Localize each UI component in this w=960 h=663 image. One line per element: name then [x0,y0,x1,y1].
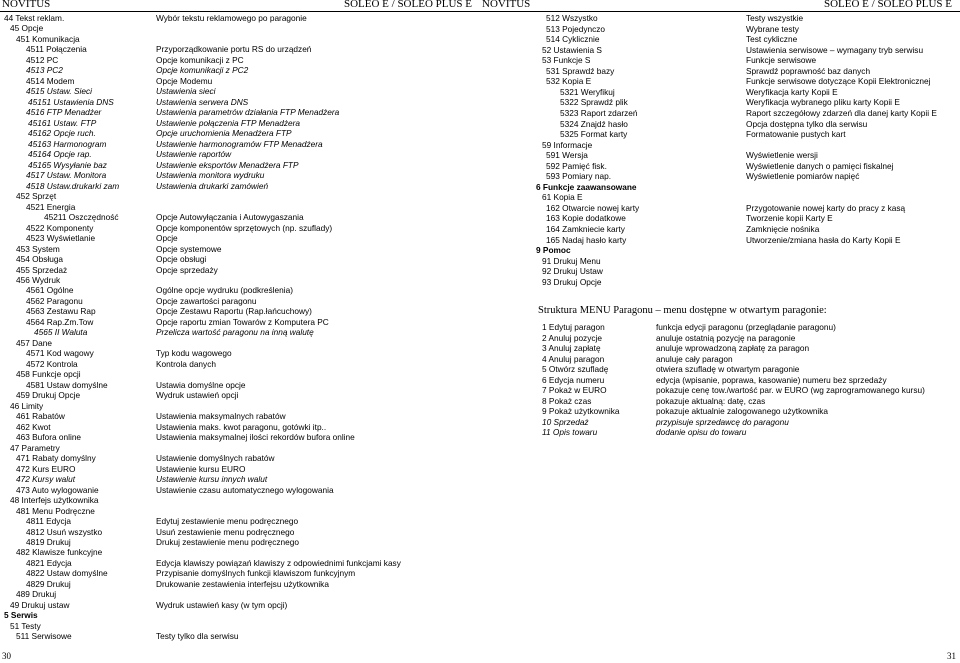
menu-item-label: 5 Otwórz szufladę [542,364,609,374]
menu-item-description: Ustawienie czasu automatycznego wylogowania [156,484,334,495]
menu-item-label: 7 Pokaż w EURO [542,385,607,395]
menu-item-label: 531 Sprawdź bazy [546,65,615,76]
menu-item-label: 514 Cyklicznie [546,34,600,45]
menu-item-label: 4522 Komponenty [26,222,94,233]
menu-item-description: Opcje komponentów sprzętowych (np. szuflady) [156,222,333,233]
menu-item-label: 3 Anuluj zapłatę [542,343,601,353]
menu-item-label: 45 Opcje [10,23,44,34]
right-page [480,0,960,663]
menu-item-label: 512 Wszystko [546,13,598,23]
menu-item-label: 4 Anuluj paragon [542,353,605,364]
menu-item-label: 51 Testy [10,620,41,631]
menu-item-description: Ustawienie kursu EURO [156,463,246,474]
page-header [480,0,960,12]
page-number-left: 30 [2,651,11,661]
menu-item-description: Edycja klawiszy powiązań klawiszy z odpowiednimi funkcjami kasy [156,557,401,568]
menu-item-label: 453 System [16,243,60,254]
menu-item-description: Drukuj zestawienie menu podręcznego [156,537,299,547]
menu-item-description: Przelicza wartość paragonu na inną walutę [156,327,314,338]
menu-item-description: Ustawienia monitora wydruku [156,170,265,181]
menu-item-label: 4515 Ustaw. Sieci [26,86,92,97]
menu-item-label: 46 Limity [10,400,44,411]
menu-item-description: Usuń zestawienie menu podręcznego [156,526,295,537]
menu-item-label: 45164 Opcje rap. [28,149,92,160]
menu-item-label: 458 Funkcje opcji [16,369,81,380]
menu-item-description: Funkcje serwisowe dotyczące Kopii Elektronicznej [746,76,931,87]
menu-item-label: 456 Wydruk [16,275,61,285]
menu-item-description: Opcje uruchomienia Menadżera FTP [156,128,292,139]
menu-item-label: 91 Drukuj Menu [542,255,601,266]
menu-item-label: 4518 Ustaw.drukarki zam [26,180,120,191]
menu-item-label: 6 Edycja numeru [542,374,605,385]
menu-item-label: 5 Serwis [4,610,38,621]
menu-item-label: 513 Pojedynczo [546,23,606,34]
header-brand: NOVITUS [2,0,51,10]
menu-item-label: 9 Pokaż użytkownika [542,406,620,416]
menu-item-description: Edytuj zestawienie menu podręcznego [156,516,299,527]
menu-item-label: 11 Opis towaru [542,427,598,437]
menu-item-label: 4514 Modem [26,75,75,86]
menu-item-description: Funkcje serwisowe [746,55,817,66]
menu-item-label: 4516 FTP Menadżer [26,107,102,118]
menu-item-description: Ustawienia sieci [156,86,216,97]
menu-item-label: 5321 Weryfikuj [560,86,615,97]
menu-item-label: 45163 Harmonogram [28,138,107,149]
menu-item-label: 162 Otwarcie nowej karty [546,202,640,213]
menu-item-description: Wybrane testy [746,23,799,34]
menu-item-description: Sprawdź poprawność baz danych [746,65,871,76]
menu-item-label: 93 Drukuj Opcje [542,276,602,287]
menu-item-label: 45151 Ustawienia DNS [28,96,114,107]
menu-item-description: funkcja edycji paragonu (przeglądanie paragonu) [656,322,836,332]
menu-item-description: Ustawienie eksportów Menadżera FTP [156,159,299,170]
menu-item-label: 5323 Raport zdarzeń [560,107,638,118]
menu-item-label: 49 Drukuj ustaw [10,599,70,610]
menu-item-label: 461 Rabatów [16,411,65,422]
menu-item-label: 10 Sprzedaż [542,416,589,427]
header-model: SOLEO E / SOLEO PLUS E [823,0,952,10]
menu-item-label: 4572 Kontrola [26,358,78,369]
menu-item-description: Ustawia domyślne opcje [156,379,246,390]
menu-item-description: pokazuje cenę tow./wartość par. w EURO (wg zaprogramowanego kursu) [656,385,925,395]
menu-item-description: dodanie opisu do towaru [656,427,747,437]
menu-item-description: Drukowanie zestawienia interfejsu użytkownika [156,578,329,589]
menu-item-description: pokazuje aktualnie zalogowanego użytkownika [656,406,829,416]
menu-item-description: Opcje sprzedaży [156,264,218,275]
menu-item-label: 6 Funkcje zaawansowane [536,181,637,192]
structure-title: Struktura MENU Paragonu – menu dostępne w otwartym paragonie: [538,305,827,316]
menu-item-label: 44 Tekst reklam. [4,13,65,23]
menu-item-description: Test cykliczne [746,34,798,45]
menu-item-description: Testy tylko dla serwisu [156,631,239,642]
menu-item-label: 45211 Oszczędność [44,212,119,223]
menu-item-description: Opcje [156,233,178,244]
menu-item-label: 45165 Wysyłanie baz [28,159,107,170]
header-brand: NOVITUS [482,0,531,10]
menu-item-label: 4571 Kod wagowy [26,348,94,359]
menu-item-label: 482 Klawisze funkcyjne [16,547,103,558]
page-number-right: 31 [947,651,956,661]
menu-item-label: 471 Rabaty domyślny [16,453,96,464]
menu-item-label: 4819 Drukuj [26,537,71,547]
menu-item-label: 532 Kopia E [546,76,592,87]
menu-item-label: 5322 Sprawdź plik [560,97,628,108]
menu-item-description: Przyporządkowanie portu RS do urządzeń [156,44,312,55]
menu-item-label: 4523 Wyświetlanie [26,233,96,244]
menu-item-label: 92 Drukuj Ustaw [542,266,603,277]
menu-item-label: 472 Kurs EURO [16,463,76,474]
menu-item-description: Opcja dostępna tylko dla serwisu [746,118,868,129]
menu-item-description: Opcje systemowe [156,243,222,254]
menu-item-description: Kontrola danych [156,358,216,369]
menu-item-label: 4821 Edycja [26,557,72,568]
menu-item-label: 164 Zamkniecie karty [546,224,625,234]
menu-item-label: 47 Parametry [10,442,60,453]
menu-item-label: 4564 Rap.Zm.Tow [26,316,94,327]
menu-item-label: 61 Kopia E [542,192,583,203]
menu-item-label: 454 Obsługa [16,254,64,265]
menu-item-description: Ustawienia maksymalnych rabatów [156,411,286,422]
menu-item-description: Ustawienia serwera DNS [156,96,249,107]
menu-item-label: 4563 Zestawu Rap [26,306,96,317]
menu-item-label: 4822 Ustaw domyślne [26,568,108,579]
menu-item-description: Wyświetlenie pomiarów napięć [746,171,860,182]
menu-item-label: 45162 Opcje ruch. [28,128,96,139]
menu-item-description: anuluje ostatnią pozycję na paragonie [656,332,796,343]
menu-item-description: Ustawienia serwisowe – wymagany tryb serwisu [746,44,924,55]
menu-item-description: anuluje cały paragon [656,353,733,364]
menu-item-label: 511 Serwisowe [16,631,72,642]
menu-item-description: Opcje komunikacji z PC [156,54,244,65]
menu-item-label: 45161 Ustaw. FTP [28,117,97,128]
menu-item-label: 459 Drukuj Opcje [16,390,81,401]
menu-item-label: 2 Anuluj pozycje [542,332,602,343]
menu-item-description: Tworzenie kopii Karty E [746,213,833,224]
menu-item-label: 481 Menu Podręczne [16,505,95,516]
menu-item-label: 4829 Drukuj [26,578,71,589]
menu-item-label: 472 Kursy walut [16,474,76,485]
menu-item-label: 4581 Ustaw domyślne [26,379,108,390]
menu-item-label: 4512 PC [26,54,59,65]
menu-item-description: pokazuje aktualną: datę, czas [656,395,766,406]
menu-item-description: Opcje Modemu [156,75,213,86]
menu-item-label: 4811 Edycja [26,516,72,527]
menu-item-label: 4511 Połączenia [26,44,87,55]
menu-item-description: przypisuje sprzedawcę do paragonu [656,416,789,427]
menu-item-description: anuluje wprowadzoną zapłatę za paragon [656,343,810,353]
menu-item-description: edycja (wpisanie, poprawa, kasowanie) numeru bez sprzedaży [656,374,887,385]
menu-item-description: Opcje obsługi [156,254,207,265]
menu-item-description: Wydruk ustawień opcji [156,390,239,401]
menu-item-description: Ustawienie kursu innych walut [156,474,268,485]
menu-item-description: Formatowanie pustych kart [746,129,846,140]
menu-item-label: 457 Dane [16,337,52,348]
menu-item-description: Wyświetlenie danych o pamięci fiskalnej [746,160,894,171]
menu-item-description: Testy wszystkie [746,13,804,23]
header-model: SOLEO E / SOLEO PLUS E [343,0,472,10]
menu-item-description: Raport szczegółowy zdarzeń dla danej karty Kopii E [746,107,937,118]
menu-item-description: Ustawienie domyślnych rabatów [156,453,275,464]
menu-item-label: 489 Drukuj [16,589,57,600]
menu-item-label: 4561 Ogólne [26,285,74,296]
menu-item-description: Ustawienie harmonogramów FTP Menadżera [156,138,323,149]
menu-item-description: Opcje zawartości paragonu [156,295,257,306]
menu-item-description: Ustawienie raportów [156,149,232,160]
menu-item-label: 4517 Ustaw. Monitora [26,170,107,181]
menu-item-description: Utworzenie/zmiana hasła do Karty Kopii E [746,234,901,245]
menu-item-label: 53 Funkcje S [542,55,591,66]
menu-item-label: 4812 Usuń wszystko [26,526,103,537]
menu-item-description: Wyświetlenie wersji [746,150,818,161]
menu-item-label: 4521 Energia [26,201,76,212]
menu-item-description: Zamknięcie nośnika [746,224,820,234]
menu-item-label: 165 Nadaj hasło karty [546,234,627,245]
menu-item-label: 591 Wersja [546,150,588,161]
menu-item-label: 163 Kopie dodatkowe [546,213,626,224]
menu-item-description: Opcje komunikacji z PC2 [156,65,249,76]
menu-item-description: Opcje Autowyłączania i Autowygaszania [156,212,304,223]
menu-item-description: Ustawienia maksymalnej ilości rekordów bufora online [156,432,355,443]
menu-item-label: 473 Auto wylogowanie [16,484,99,495]
menu-item-label: 455 Sprzedaż [16,264,68,275]
menu-item-label: 4513 PC2 [26,65,63,76]
menu-item-label: 4562 Paragonu [26,295,83,306]
menu-item-label: 593 Pomiary nap. [546,171,612,182]
menu-item-description: Opcje raportu zmian Towarów z Komputera PC [156,316,329,327]
menu-item-description: Przygotowanie nowej karty do pracy z kasą [746,202,906,213]
menu-item-label: 5324 Znajdź hasło [560,118,628,129]
menu-item-description: Opcje Zestawu Raportu (Rap.łańcuchowy) [156,306,312,317]
menu-item-label: 8 Pokaż czas [542,395,592,406]
menu-item-label: 52 Ustawienia S [542,44,602,55]
menu-item-label: 9 Pomoc [536,245,571,256]
menu-item-label: 4565 II Waluta [34,327,88,338]
menu-item-label: 462 Kwot [16,421,51,432]
page-header [0,0,480,12]
menu-item-description: Ustawienia maks. kwot paragonu, gotówki itp.. [156,421,327,432]
menu-item-description: Wydruk ustawień kasy (w tym opcji) [156,599,288,610]
menu-item-description: Ustawienia drukarki zamówień [156,180,269,191]
menu-item-label: 48 Interfejs użytkownika [10,495,99,506]
menu-item-description: Ustawienia parametrów działania FTP Menadżera [156,107,340,118]
menu-item-description: otwiera szufladę w otwartym paragonie [656,364,800,374]
menu-item-label: 59 Informacje [542,139,593,150]
menu-item-label: 5325 Format karty [560,129,628,140]
menu-item-label: 463 Bufora online [16,432,82,443]
menu-item-description: Weryfikacja karty Kopii E [746,86,838,97]
menu-item-description: Ogólne opcje wydruku (podkreślenia) [156,285,293,296]
menu-item-description: Typ kodu wagowego [156,348,232,359]
menu-item-description: Weryfikacja wybranego pliku karty Kopii E [746,97,900,108]
menu-item-label: 1 Edytuj paragon [542,322,605,332]
menu-item-label: 452 Sprzęt [16,191,57,202]
menu-item-description: Przypisanie domyślnych funkcji klawiszom funkcyjnym [156,568,356,579]
menu-item-label: 451 Komunikacja [16,33,80,44]
menu-item-description: Ustawienie połączenia FTP Menadżera [156,117,301,128]
menu-item-description: Wybór tekstu reklamowego po paragonie [156,13,307,23]
menu-item-label: 592 Pamięć fisk. [546,160,607,171]
